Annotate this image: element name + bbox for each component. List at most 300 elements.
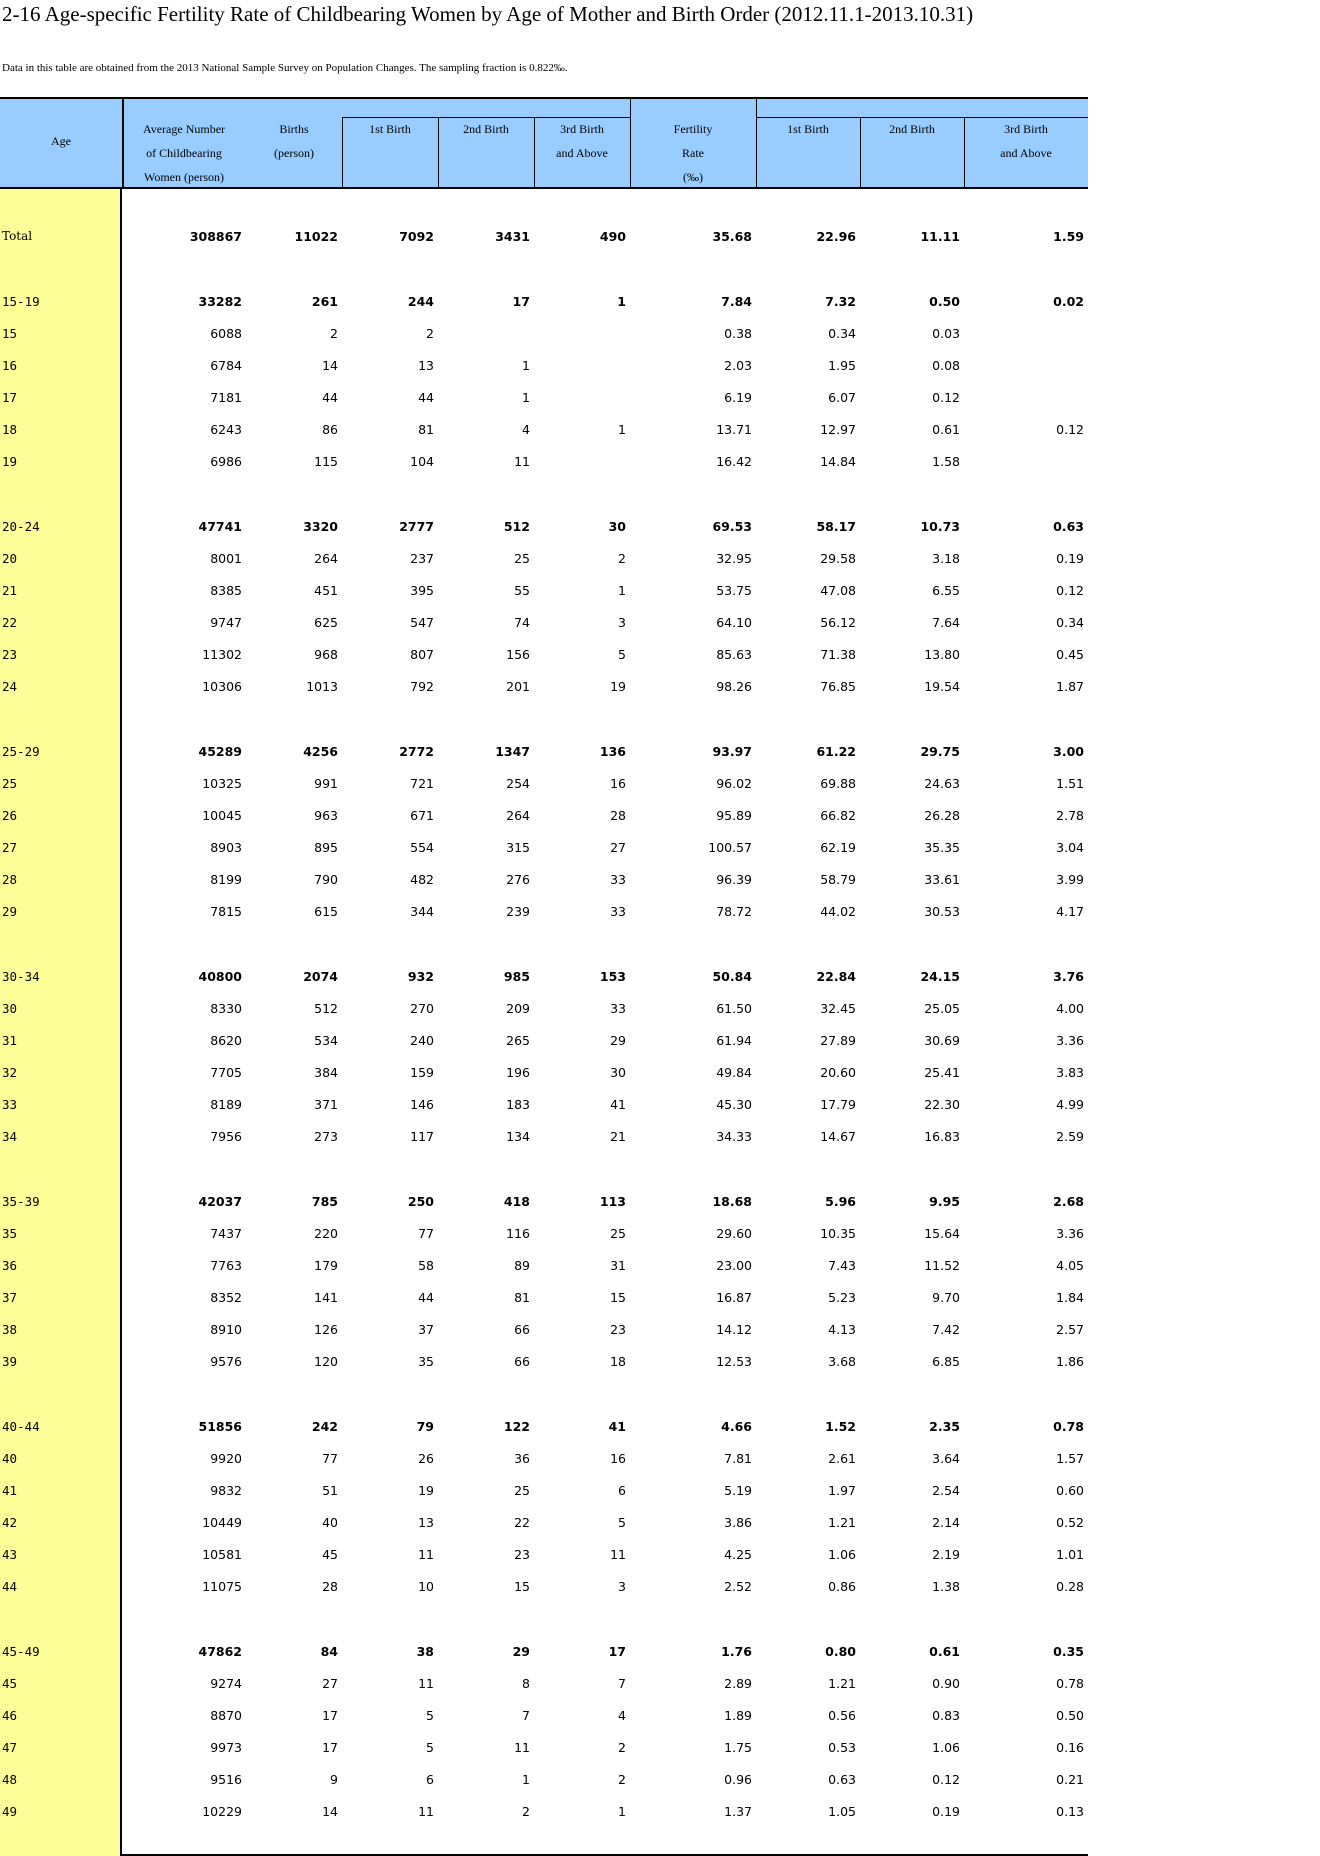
cell-rate-1st: 22.96 (816, 229, 856, 244)
age-label: 28 (2, 872, 18, 887)
table-row (0, 679, 1088, 701)
table-row (0, 872, 1088, 894)
cell-births: 141 (314, 1290, 338, 1305)
cell-avg-women: 8620 (210, 1033, 242, 1048)
cell-fertility-rate: 64.10 (716, 615, 752, 630)
table-row (0, 390, 1088, 412)
cell-births-1st: 554 (410, 840, 434, 855)
cell-births: 45 (322, 1547, 338, 1562)
age-label: 26 (2, 808, 18, 823)
cell-fertility-rate: 13.71 (716, 422, 752, 437)
cell-births-3rd: 136 (599, 744, 626, 759)
cell-fertility-rate: 96.02 (716, 776, 752, 791)
table-row (0, 1354, 1088, 1376)
cell-births-2nd: 1347 (495, 744, 530, 759)
cell-fertility-rate: 14.12 (716, 1322, 752, 1337)
cell-rate-3rd: 1.86 (1056, 1354, 1084, 1369)
cell-births: 2 (330, 326, 338, 341)
age-label: 41 (2, 1483, 18, 1498)
cell-births-3rd: 3 (618, 1579, 626, 1594)
cell-births-3rd: 30 (610, 1065, 626, 1080)
age-label: 15 (2, 326, 18, 341)
cell-rate-2nd: 0.03 (932, 326, 960, 341)
cell-births-3rd: 33 (610, 904, 626, 919)
cell-fertility-rate: 1.75 (724, 1740, 752, 1755)
cell-rate-3rd: 0.35 (1053, 1644, 1084, 1659)
cell-births-2nd: 25 (514, 1483, 530, 1498)
cell-births-1st: 2 (426, 326, 434, 341)
cell-births-1st: 26 (418, 1451, 434, 1466)
cell-births: 84 (320, 1644, 338, 1659)
cell-rate-1st: 58.17 (816, 519, 856, 534)
age-label: 46 (2, 1708, 18, 1723)
header-text-line: of Childbearing (146, 146, 222, 160)
cell-births: 790 (314, 872, 338, 887)
age-label: 35-39 (2, 1194, 40, 1209)
cell-births-1st: 11 (418, 1804, 434, 1819)
cell-births-1st: 37 (418, 1322, 434, 1337)
cell-births: 179 (314, 1258, 338, 1273)
table-row (0, 1483, 1088, 1505)
table-row (0, 776, 1088, 798)
age-label: 29 (2, 904, 18, 919)
cell-rate-2nd: 2.35 (929, 1419, 960, 1434)
cell-rate-3rd: 3.76 (1053, 969, 1084, 984)
cell-avg-women: 6088 (210, 326, 242, 341)
header-column-divider (122, 99, 124, 187)
cell-births: 14 (322, 1804, 338, 1819)
cell-rate-3rd: 0.50 (1056, 1708, 1084, 1723)
cell-births: 451 (314, 583, 338, 598)
cell-rate-2nd: 2.14 (932, 1515, 960, 1530)
cell-rate-1st: 7.43 (828, 1258, 856, 1273)
cell-births-1st: 81 (418, 422, 434, 437)
cell-rate-2nd: 9.95 (929, 1194, 960, 1209)
cell-rate-1st: 56.12 (820, 615, 856, 630)
table-row (0, 1740, 1088, 1762)
cell-births-1st: 10 (418, 1579, 434, 1594)
cell-rate-3rd: 0.16 (1056, 1740, 1084, 1755)
cell-rate-2nd: 1.06 (932, 1740, 960, 1755)
table-row (0, 551, 1088, 573)
cell-avg-women: 8189 (210, 1097, 242, 1112)
table-row (0, 358, 1088, 380)
cell-rate-2nd: 15.64 (924, 1226, 960, 1241)
cell-births-1st: 44 (418, 390, 434, 405)
cell-rate-2nd: 0.19 (932, 1804, 960, 1819)
table-row (0, 1708, 1088, 1730)
cell-births: 991 (314, 776, 338, 791)
cell-births-1st: 344 (410, 904, 434, 919)
cell-fertility-rate: 35.68 (712, 229, 752, 244)
cell-fertility-rate: 85.63 (716, 647, 752, 662)
cell-fertility-rate: 95.89 (716, 808, 752, 823)
cell-rate-3rd: 0.28 (1056, 1579, 1084, 1594)
cell-rate-3rd: 0.12 (1056, 583, 1084, 598)
cell-rate-3rd: 0.78 (1056, 1676, 1084, 1691)
cell-rate-1st: 71.38 (820, 647, 856, 662)
cell-births-1st: 38 (416, 1644, 434, 1659)
cell-rate-1st: 0.86 (828, 1579, 856, 1594)
cell-rate-1st: 10.35 (820, 1226, 856, 1241)
header-text-line: 1st Birth (787, 122, 829, 136)
header-text-line: 1st Birth (369, 122, 411, 136)
header-column-divider (630, 99, 631, 187)
cell-births-3rd: 6 (618, 1483, 626, 1498)
cell-births-1st: 2772 (399, 744, 434, 759)
cell-births-1st: 159 (410, 1065, 434, 1080)
cell-births-1st: 932 (407, 969, 434, 984)
age-label: 21 (2, 583, 18, 598)
cell-births: 3320 (303, 519, 338, 534)
age-label: 40-44 (2, 1419, 40, 1434)
cell-avg-women: 308867 (189, 229, 242, 244)
cell-births-1st: 2777 (399, 519, 434, 534)
header-births-2nd (438, 99, 534, 187)
table-row (0, 1676, 1088, 1698)
cell-births-2nd: 276 (506, 872, 530, 887)
cell-rate-2nd: 13.80 (924, 647, 960, 662)
cell-births-1st: 44 (418, 1290, 434, 1305)
table-row-total (0, 1644, 1088, 1666)
cell-rate-2nd: 0.12 (932, 1772, 960, 1787)
cell-births-3rd: 1 (618, 422, 626, 437)
cell-births-1st: 35 (418, 1354, 434, 1369)
cell-avg-women: 47862 (198, 1644, 242, 1659)
table-row (0, 647, 1088, 669)
table-row (0, 1547, 1088, 1569)
table-row (0, 1322, 1088, 1344)
cell-rate-3rd: 0.78 (1053, 1419, 1084, 1434)
cell-rate-3rd: 3.00 (1053, 744, 1084, 759)
cell-rate-1st: 0.56 (828, 1708, 856, 1723)
cell-births-3rd: 23 (610, 1322, 626, 1337)
cell-births: 261 (311, 294, 338, 309)
header-births-3rd (534, 99, 630, 187)
cell-fertility-rate: 23.00 (716, 1258, 752, 1273)
cell-rate-1st: 1.21 (828, 1515, 856, 1530)
cell-rate-1st: 32.45 (820, 1001, 856, 1016)
header-column-divider (438, 117, 439, 187)
age-label: 16 (2, 358, 18, 373)
cell-births-2nd: 4 (522, 422, 530, 437)
header-text-line: Fertility (673, 122, 713, 136)
cell-rate-3rd: 2.68 (1053, 1194, 1084, 1209)
age-label: 19 (2, 454, 18, 469)
header-text-line: 2nd Birth (889, 122, 935, 136)
cell-births-2nd: 1 (522, 390, 530, 405)
cell-births: 371 (314, 1097, 338, 1112)
cell-rate-2nd: 0.12 (932, 390, 960, 405)
cell-avg-women: 8385 (210, 583, 242, 598)
cell-avg-women: 7815 (210, 904, 242, 919)
cell-rate-1st: 2.61 (828, 1451, 856, 1466)
cell-births-1st: 13 (418, 358, 434, 373)
table-row (0, 1772, 1088, 1794)
cell-rate-3rd: 0.45 (1056, 647, 1084, 662)
cell-avg-women: 10306 (202, 679, 242, 694)
age-label: 31 (2, 1033, 18, 1048)
table-row-total (0, 229, 1088, 251)
header-column-divider (860, 117, 861, 187)
cell-rate-3rd: 0.21 (1056, 1772, 1084, 1787)
age-label: 38 (2, 1322, 18, 1337)
cell-avg-women: 7437 (210, 1226, 242, 1241)
cell-births-2nd: 3431 (495, 229, 530, 244)
cell-rate-2nd: 0.90 (932, 1676, 960, 1691)
cell-avg-women: 6986 (210, 454, 242, 469)
cell-births-3rd: 5 (618, 1515, 626, 1530)
table-body (0, 189, 1088, 1854)
table-row (0, 1804, 1088, 1826)
cell-avg-women: 7705 (210, 1065, 242, 1080)
header-rate-1st (756, 99, 860, 187)
age-label: 34 (2, 1129, 18, 1144)
cell-fertility-rate: 69.53 (712, 519, 752, 534)
cell-avg-women: 7181 (210, 390, 242, 405)
cell-births-3rd: 28 (610, 808, 626, 823)
cell-births: 86 (322, 422, 338, 437)
cell-rate-3rd: 1.57 (1056, 1451, 1084, 1466)
age-label: 33 (2, 1097, 18, 1112)
cell-births-2nd: 254 (506, 776, 530, 791)
cell-births-2nd: 1 (522, 358, 530, 373)
cell-births-3rd: 16 (610, 1451, 626, 1466)
cell-births: 77 (322, 1451, 338, 1466)
cell-births-1st: 19 (418, 1483, 434, 1498)
cell-fertility-rate: 2.52 (724, 1579, 752, 1594)
cell-births-3rd: 113 (599, 1194, 626, 1209)
cell-fertility-rate: 16.42 (716, 454, 752, 469)
cell-births-1st: 547 (410, 615, 434, 630)
cell-rate-2nd: 11.11 (920, 229, 960, 244)
header-avg-women (122, 99, 246, 187)
cell-fertility-rate: 98.26 (716, 679, 752, 694)
cell-rate-2nd: 6.55 (932, 583, 960, 598)
cell-rate-3rd: 3.83 (1056, 1065, 1084, 1080)
cell-fertility-rate: 49.84 (716, 1065, 752, 1080)
cell-fertility-rate: 29.60 (716, 1226, 752, 1241)
cell-rate-3rd: 4.00 (1056, 1001, 1084, 1016)
cell-rate-1st: 7.32 (825, 294, 856, 309)
cell-rate-1st: 14.67 (820, 1129, 856, 1144)
cell-births-2nd: 55 (514, 583, 530, 598)
header-column-divider (964, 117, 965, 187)
cell-births-2nd: 315 (506, 840, 530, 855)
cell-births-1st: 721 (410, 776, 434, 791)
cell-rate-2nd: 1.38 (932, 1579, 960, 1594)
table-row (0, 904, 1088, 926)
cell-births: 17 (322, 1740, 338, 1755)
cell-rate-2nd: 7.64 (932, 615, 960, 630)
header-text-line: 3rd Birth (1004, 122, 1048, 136)
cell-fertility-rate: 2.03 (724, 358, 752, 373)
cell-avg-women: 7763 (210, 1258, 242, 1273)
cell-births-3rd: 41 (608, 1419, 626, 1434)
cell-births-2nd: 116 (506, 1226, 530, 1241)
cell-rate-1st: 0.53 (828, 1740, 856, 1755)
cell-rate-1st: 12.97 (820, 422, 856, 437)
cell-births-2nd: 264 (506, 808, 530, 823)
cell-births-1st: 11 (418, 1547, 434, 1562)
age-label: 17 (2, 390, 18, 405)
age-label: 20-24 (2, 519, 40, 534)
cell-rate-2nd: 33.61 (924, 872, 960, 887)
cell-rate-1st: 58.79 (820, 872, 856, 887)
cell-births: 40 (322, 1515, 338, 1530)
age-label: 44 (2, 1579, 18, 1594)
age-label: 15-19 (2, 294, 40, 309)
table-row (0, 422, 1088, 444)
table-row-total (0, 519, 1088, 541)
cell-births: 242 (311, 1419, 338, 1434)
cell-rate-1st: 1.97 (828, 1483, 856, 1498)
cell-rate-3rd: 4.99 (1056, 1097, 1084, 1112)
cell-rate-2nd: 9.70 (932, 1290, 960, 1305)
cell-rate-1st: 3.68 (828, 1354, 856, 1369)
table-row (0, 1226, 1088, 1248)
age-label: 40 (2, 1451, 18, 1466)
cell-births-2nd: 1 (522, 1772, 530, 1787)
cell-fertility-rate: 45.30 (716, 1097, 752, 1112)
cell-avg-women: 7956 (210, 1129, 242, 1144)
cell-births-1st: 5 (426, 1740, 434, 1755)
cell-births-2nd: 122 (503, 1419, 530, 1434)
table-row (0, 1515, 1088, 1537)
cell-avg-women: 33282 (198, 294, 242, 309)
cell-fertility-rate: 16.87 (716, 1290, 752, 1305)
cell-births: 28 (322, 1579, 338, 1594)
header-age (0, 99, 122, 187)
cell-rate-3rd: 1.01 (1056, 1547, 1084, 1562)
cell-avg-women: 9973 (210, 1740, 242, 1755)
table-row (0, 1579, 1088, 1601)
cell-fertility-rate: 3.86 (724, 1515, 752, 1530)
table-row (0, 1033, 1088, 1055)
cell-rate-2nd: 30.53 (924, 904, 960, 919)
age-label: 45 (2, 1676, 18, 1691)
cell-births-2nd: 36 (514, 1451, 530, 1466)
table-note: Data in this table are obtained from the 2013 National Sample Survey on Population Changes. The sampling fraction is 0.822‰. (2, 62, 568, 74)
cell-births-2nd: 201 (506, 679, 530, 694)
cell-avg-women: 45289 (198, 744, 242, 759)
cell-rate-2nd: 0.50 (929, 294, 960, 309)
table-row (0, 808, 1088, 830)
cell-births: 14 (322, 358, 338, 373)
table-row (0, 1290, 1088, 1312)
age-label: 27 (2, 840, 18, 855)
cell-births-1st: 11 (418, 1676, 434, 1691)
cell-avg-women: 51856 (198, 1419, 242, 1434)
cell-rate-2nd: 24.15 (920, 969, 960, 984)
cell-avg-women: 8903 (210, 840, 242, 855)
age-label: Total (2, 229, 33, 243)
cell-rate-3rd: 1.84 (1056, 1290, 1084, 1305)
age-label: 45-49 (2, 1644, 40, 1659)
table-row (0, 1001, 1088, 1023)
cell-births-3rd: 33 (610, 872, 626, 887)
cell-fertility-rate: 93.97 (712, 744, 752, 759)
header-births (246, 99, 342, 187)
cell-rate-1st: 1.06 (828, 1547, 856, 1562)
cell-rate-3rd: 0.63 (1053, 519, 1084, 534)
cell-rate-2nd: 25.41 (924, 1065, 960, 1080)
table-row (0, 615, 1088, 637)
cell-births-3rd: 2 (618, 551, 626, 566)
cell-births: 9 (330, 1772, 338, 1787)
cell-births-2nd: 22 (514, 1515, 530, 1530)
cell-births-1st: 792 (410, 679, 434, 694)
cell-births-1st: 7092 (399, 229, 434, 244)
cell-rate-1st: 66.82 (820, 808, 856, 823)
cell-births-3rd: 29 (610, 1033, 626, 1048)
cell-births-1st: 146 (410, 1097, 434, 1112)
cell-avg-women: 10581 (202, 1547, 242, 1562)
cell-births-2nd: 134 (506, 1129, 530, 1144)
table-row (0, 326, 1088, 348)
age-label: 18 (2, 422, 18, 437)
age-label: 35 (2, 1226, 18, 1241)
age-label: 20 (2, 551, 18, 566)
cell-avg-women: 8910 (210, 1322, 242, 1337)
cell-rate-1st: 1.05 (828, 1804, 856, 1819)
age-label: 32 (2, 1065, 18, 1080)
cell-avg-women: 9576 (210, 1354, 242, 1369)
cell-rate-1st: 29.58 (820, 551, 856, 566)
cell-rate-1st: 47.08 (820, 583, 856, 598)
table-row-total (0, 294, 1088, 316)
cell-births-2nd: 89 (514, 1258, 530, 1273)
header-text-line: Rate (682, 146, 704, 160)
cell-rate-1st: 62.19 (820, 840, 856, 855)
cell-rate-3rd: 2.78 (1056, 808, 1084, 823)
cell-fertility-rate: 53.75 (716, 583, 752, 598)
age-label: 47 (2, 1740, 18, 1755)
cell-births-1st: 270 (410, 1001, 434, 1016)
cell-rate-1st: 27.89 (820, 1033, 856, 1048)
age-label: 24 (2, 679, 18, 694)
cell-births: 27 (322, 1676, 338, 1691)
cell-rate-3rd: 0.02 (1053, 294, 1084, 309)
cell-births-1st: 58 (418, 1258, 434, 1273)
cell-births-2nd: 156 (506, 647, 530, 662)
cell-rate-2nd: 0.08 (932, 358, 960, 373)
cell-births-1st: 671 (410, 808, 434, 823)
cell-births-3rd: 5 (618, 647, 626, 662)
age-label: 49 (2, 1804, 18, 1819)
cell-rate-2nd: 35.35 (924, 840, 960, 855)
cell-avg-women: 8001 (210, 551, 242, 566)
cell-births: 512 (314, 1001, 338, 1016)
cell-rate-1st: 76.85 (820, 679, 856, 694)
cell-rate-2nd: 0.61 (929, 1644, 960, 1659)
cell-births-2nd: 512 (503, 519, 530, 534)
cell-rate-2nd: 7.42 (932, 1322, 960, 1337)
cell-avg-women: 10325 (202, 776, 242, 791)
cell-rate-2nd: 16.83 (924, 1129, 960, 1144)
cell-births: 115 (314, 454, 338, 469)
cell-rate-3rd: 0.13 (1056, 1804, 1084, 1819)
cell-rate-3rd: 0.12 (1056, 422, 1084, 437)
cell-fertility-rate: 4.25 (724, 1547, 752, 1562)
cell-fertility-rate: 50.84 (712, 969, 752, 984)
cell-births-3rd: 153 (599, 969, 626, 984)
cell-births-3rd: 41 (610, 1097, 626, 1112)
cell-rate-3rd: 1.59 (1053, 229, 1084, 244)
cell-births-2nd: 29 (512, 1644, 530, 1659)
cell-fertility-rate: 0.38 (724, 326, 752, 341)
cell-fertility-rate: 2.89 (724, 1676, 752, 1691)
